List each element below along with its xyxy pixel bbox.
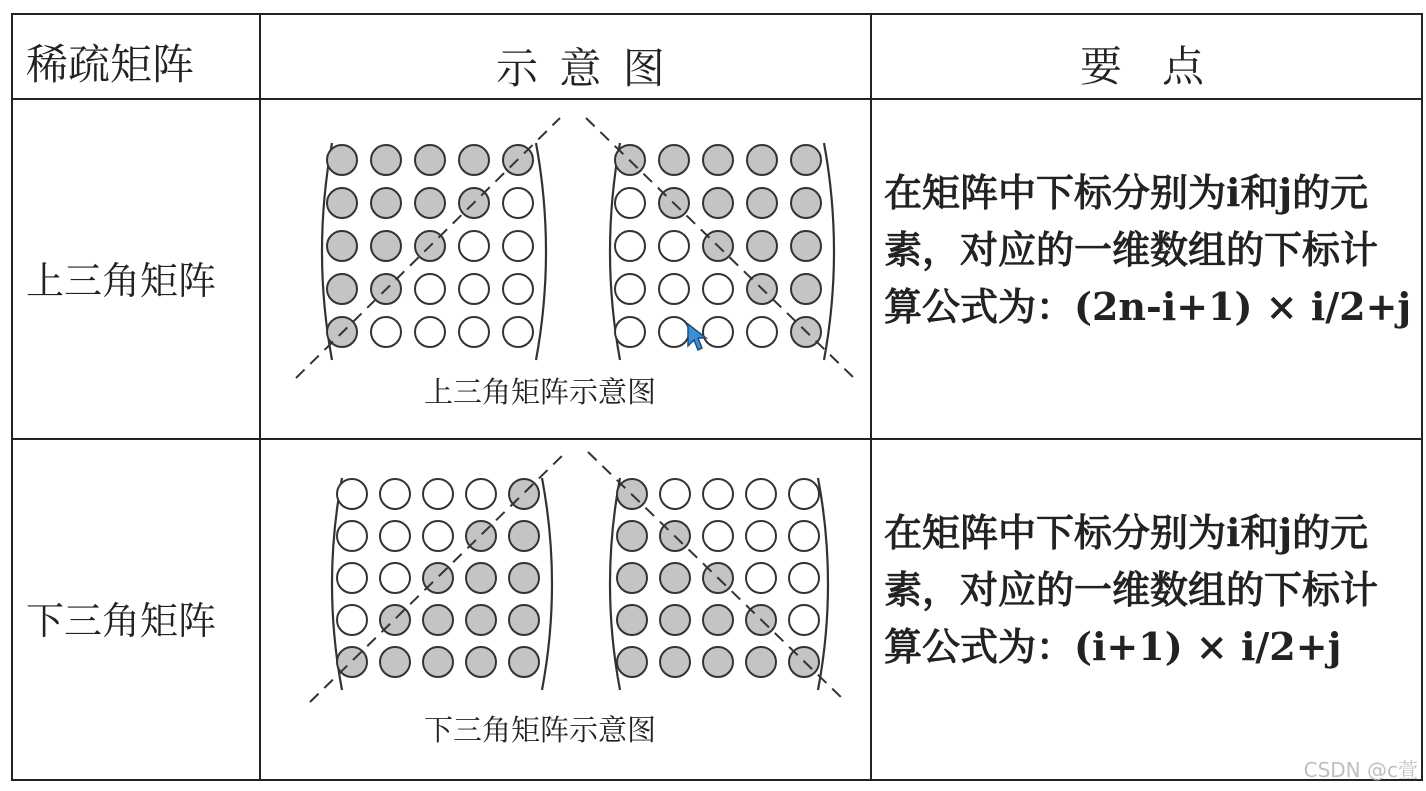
matrix-2-element-1-4	[791, 188, 821, 218]
matrix-4-element-0-1	[660, 479, 690, 509]
matrix-4-element-3-1	[660, 605, 690, 635]
row-label-upper-triangular: 上三角矩阵	[26, 259, 217, 303]
matrix-1-element-0-2	[415, 145, 445, 175]
matrix-4-element-0-3	[746, 479, 776, 509]
matrix-1-element-4-2	[415, 317, 445, 347]
matrix-3-element-4-1	[380, 647, 410, 677]
header-key-points: 要 点	[1080, 42, 1205, 91]
matrix-2-element-3-2	[703, 274, 733, 304]
matrix-3-right-bracket	[542, 478, 552, 690]
row-label-lower-triangular: 下三角矩阵	[26, 599, 217, 643]
matrix-4-element-3-0	[617, 605, 647, 635]
matrix-1-element-2-3	[459, 231, 489, 261]
matrix-3-element-4-4	[509, 647, 539, 677]
matrix-2-element-4-1	[659, 317, 689, 347]
matrix-1-element-1-1	[371, 188, 401, 218]
matrix-4-element-4-0	[617, 647, 647, 677]
matrix-1-element-3-3	[459, 274, 489, 304]
matrix-3-element-2-3	[466, 563, 496, 593]
matrix-4-element-1-4	[789, 521, 819, 551]
matrix-3-element-0-1	[380, 479, 410, 509]
matrix-2-element-2-1	[659, 231, 689, 261]
matrix-4-element-1-3	[746, 521, 776, 551]
matrix-3-element-3-2	[423, 605, 453, 635]
matrix-2-element-1-2	[703, 188, 733, 218]
matrix-4-element-0-4	[789, 479, 819, 509]
matrix-3-element-3-4	[509, 605, 539, 635]
lower-triangular-caption: 下三角矩阵示意图	[424, 713, 657, 747]
matrix-4-element-1-2	[703, 521, 733, 551]
matrix-1-element-3-0	[327, 274, 357, 304]
matrix-3-element-0-0	[337, 479, 367, 509]
matrix-3-element-4-2	[423, 647, 453, 677]
matrix-3-element-1-1	[380, 521, 410, 551]
matrix-3-element-2-1	[380, 563, 410, 593]
matrix-1-element-2-4	[503, 231, 533, 261]
matrix-2-right-bracket	[824, 143, 834, 360]
matrix-2-element-1-3	[747, 188, 777, 218]
matrix-3-element-0-3	[466, 479, 496, 509]
matrix-3-element-1-4	[509, 521, 539, 551]
matrix-2-element-0-3	[747, 145, 777, 175]
matrix-4-element-2-3	[746, 563, 776, 593]
header-diagram: 示 意 图	[496, 44, 669, 93]
matrix-2-element-0-4	[791, 145, 821, 175]
matrix-4-element-3-2	[703, 605, 733, 635]
matrix-4-element-2-4	[789, 563, 819, 593]
matrix-1-element-1-2	[415, 188, 445, 218]
matrix-1-element-0-3	[459, 145, 489, 175]
matrix-4-element-4-2	[703, 647, 733, 677]
lower-triangular-formula-note: 在矩阵中下标分别为i和j的元素，对应的一维数组的下标计算公式为：(i+1) × i/2+j	[884, 510, 1379, 669]
matrix-1-right-bracket	[536, 143, 546, 360]
matrix-1-element-2-1	[371, 231, 401, 261]
matrix-2-element-3-1	[659, 274, 689, 304]
matrix-4-element-0-2	[703, 479, 733, 509]
matrix-4-element-1-0	[617, 521, 647, 551]
matrix-4-element-2-1	[660, 563, 690, 593]
matrix-1-element-0-0	[327, 145, 357, 175]
upper-triangular-formula-note: 在矩阵中下标分别为i和j的元素，对应的一维数组的下标计算公式为：(2n-i+1) × i/2+j	[884, 170, 1412, 329]
matrix-3-element-3-3	[466, 605, 496, 635]
matrix-2-element-3-4	[791, 274, 821, 304]
upper-triangular-caption: 上三角矩阵示意图	[424, 375, 657, 409]
matrix-3-element-1-2	[423, 521, 453, 551]
matrix-3-element-0-2	[423, 479, 453, 509]
matrix-2-element-0-2	[703, 145, 733, 175]
mouse-cursor-icon	[686, 322, 708, 352]
matrix-1-element-1-4	[503, 188, 533, 218]
matrix-3-element-1-0	[337, 521, 367, 551]
matrix-1-element-1-0	[327, 188, 357, 218]
matrix-4-element-4-3	[746, 647, 776, 677]
matrix-3-element-2-0	[337, 563, 367, 593]
matrix-4-element-3-4	[789, 605, 819, 635]
matrix-1-element-2-0	[327, 231, 357, 261]
matrix-2-element-0-1	[659, 145, 689, 175]
matrix-1-element-3-4	[503, 274, 533, 304]
watermark: CSDN @c萱	[1303, 758, 1418, 782]
matrix-2-element-2-0	[615, 231, 645, 261]
matrix-2-element-2-3	[747, 231, 777, 261]
matrix-4-element-2-0	[617, 563, 647, 593]
matrix-2-element-3-0	[615, 274, 645, 304]
matrix-3-element-4-3	[466, 647, 496, 677]
matrix-3-element-2-4	[509, 563, 539, 593]
header-sparse-matrix: 稀疏矩阵	[26, 40, 195, 89]
matrix-1-element-0-1	[371, 145, 401, 175]
matrix-2-element-1-0	[615, 188, 645, 218]
matrix-1-element-4-3	[459, 317, 489, 347]
matrix-2-element-4-3	[747, 317, 777, 347]
matrix-1-element-3-2	[415, 274, 445, 304]
matrix-4-element-4-1	[660, 647, 690, 677]
matrix-3-element-3-0	[337, 605, 367, 635]
matrix-1-element-4-4	[503, 317, 533, 347]
matrix-2-element-4-0	[615, 317, 645, 347]
matrix-2-element-2-4	[791, 231, 821, 261]
matrix-1-element-4-1	[371, 317, 401, 347]
